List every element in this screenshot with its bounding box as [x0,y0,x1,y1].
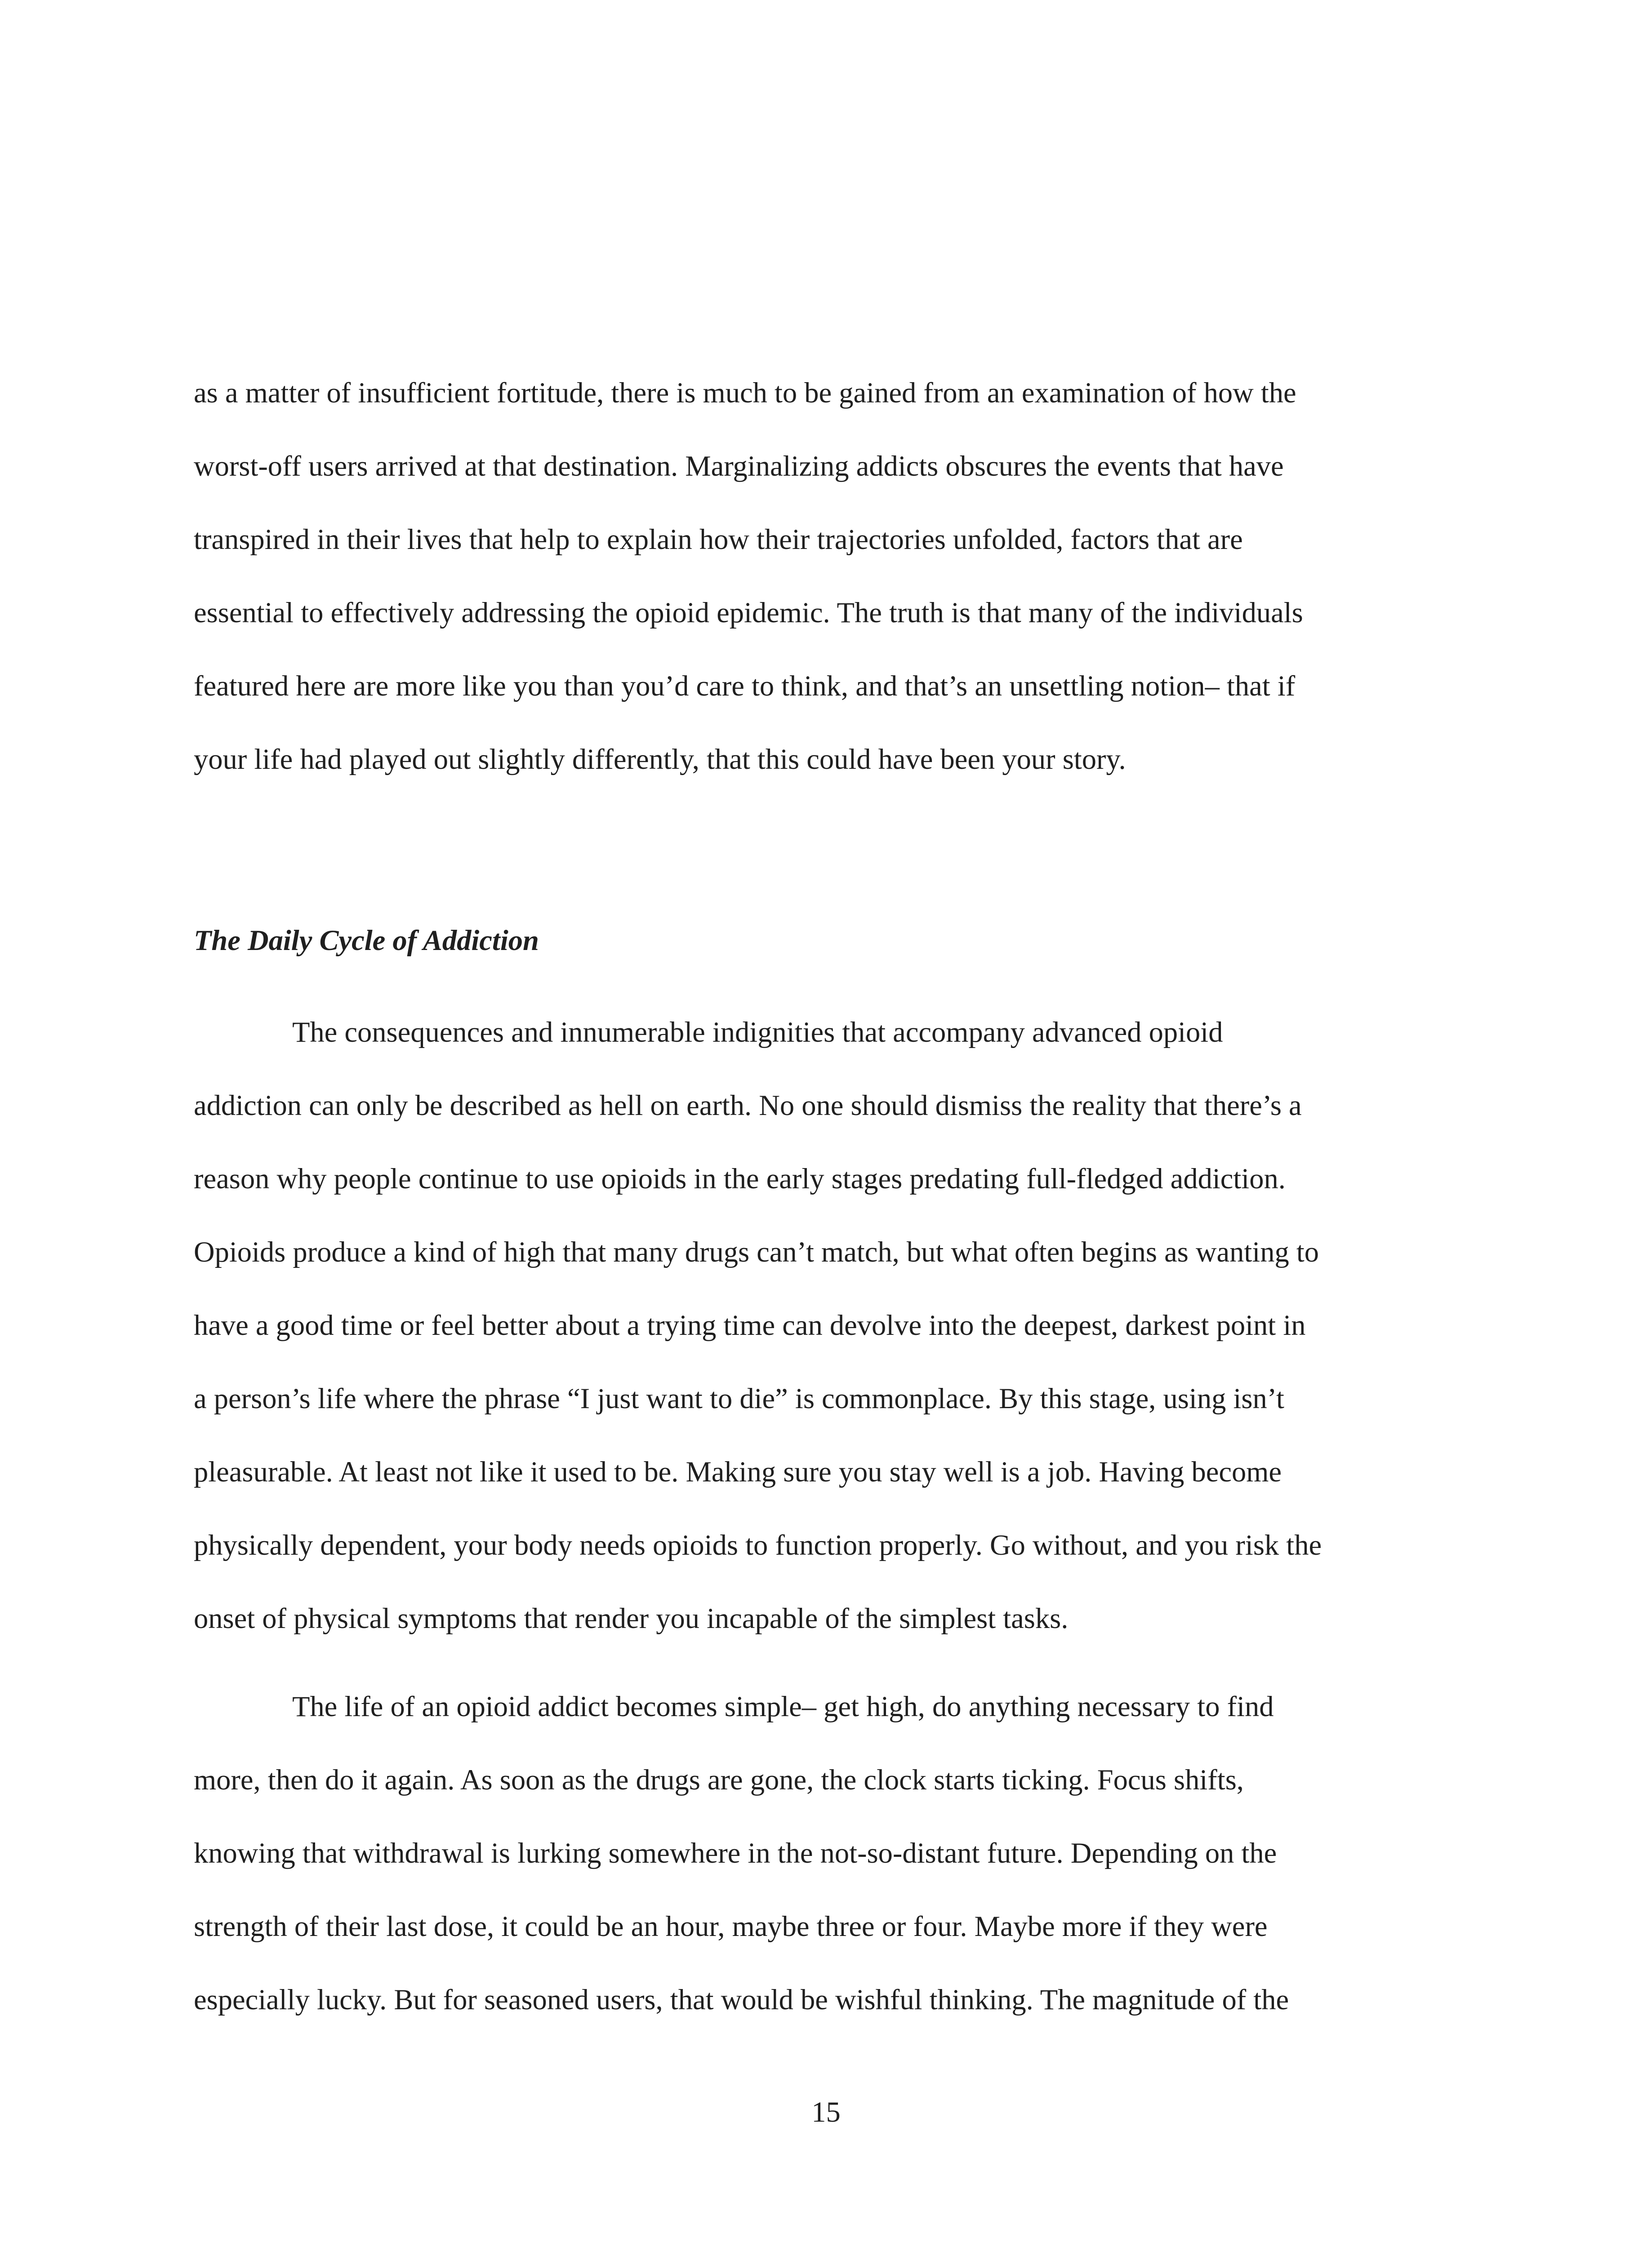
text-line: physically dependent, your body needs opioids to function properly. Go without, and you risk the [194,1529,1322,1561]
text-line: especially lucky. But for seasoned users, that would be wishful thinking. The magnitude of the [194,1984,1289,2016]
text-line: Opioids produce a kind of high that many drugs can’t match, but what often begins as wanting to [194,1236,1319,1268]
text-line: The consequences and innumerable indignities that accompany advanced opioid [292,1016,1223,1048]
text-line: transpired in their lives that help to explain how their trajectories unfolded, factors that are [194,523,1243,555]
text-line: have a good time or feel better about a trying time can devolve into the deepest, darkest point in [194,1309,1306,1341]
text-line: strength of their last dose, it could be an hour, maybe three or four. Maybe more if they were [194,1910,1268,1942]
text-line: worst-off users arrived at that destination. Marginalizing addicts obscures the events that have [194,450,1284,482]
paragraph-consequences [194,995,1452,1655]
text-line: a person’s life where the phrase “I just want to die” is commonplace. By this stage, using isn’t [194,1383,1284,1414]
page-number: 15 [811,2096,841,2128]
text-line: addiction can only be described as hell on earth. No one should dismiss the reality that there’s a [194,1089,1302,1121]
text-line: featured here are more like you than you’d care to think, and that’s an unsettling notion– that if [194,670,1296,702]
section-heading: The Daily Cycle of Addiction [194,924,539,956]
text-line: essential to effectively addressing the opioid epidemic. The truth is that many of the individuals [194,597,1303,629]
text-line: more, then do it again. As soon as the drugs are gone, the clock starts ticking. Focus shifts, [194,1764,1244,1796]
text-line: knowing that withdrawal is lurking somewhere in the not-so-distant future. Depending on the [194,1837,1277,1869]
text-line: reason why people continue to use opioids in the early stages predating full-fledged addiction. [194,1163,1286,1195]
paragraph-life-of-addict [194,1670,1452,2036]
text-line: pleasurable. At least not like it used to be. Making sure you stay well is a job. Having become [194,1456,1282,1488]
text-line: The life of an opioid addict becomes simple– get high, do anything necessary to find [292,1690,1274,1722]
text-line: onset of physical symptoms that render you incapable of the simplest tasks. [194,1602,1069,1634]
paragraph-intro-continued [194,356,1452,796]
text-line: your life had played out slightly differently, that this could have been your story. [194,743,1126,775]
text-line: as a matter of insufficient fortitude, there is much to be gained from an examination of how the [194,377,1296,409]
